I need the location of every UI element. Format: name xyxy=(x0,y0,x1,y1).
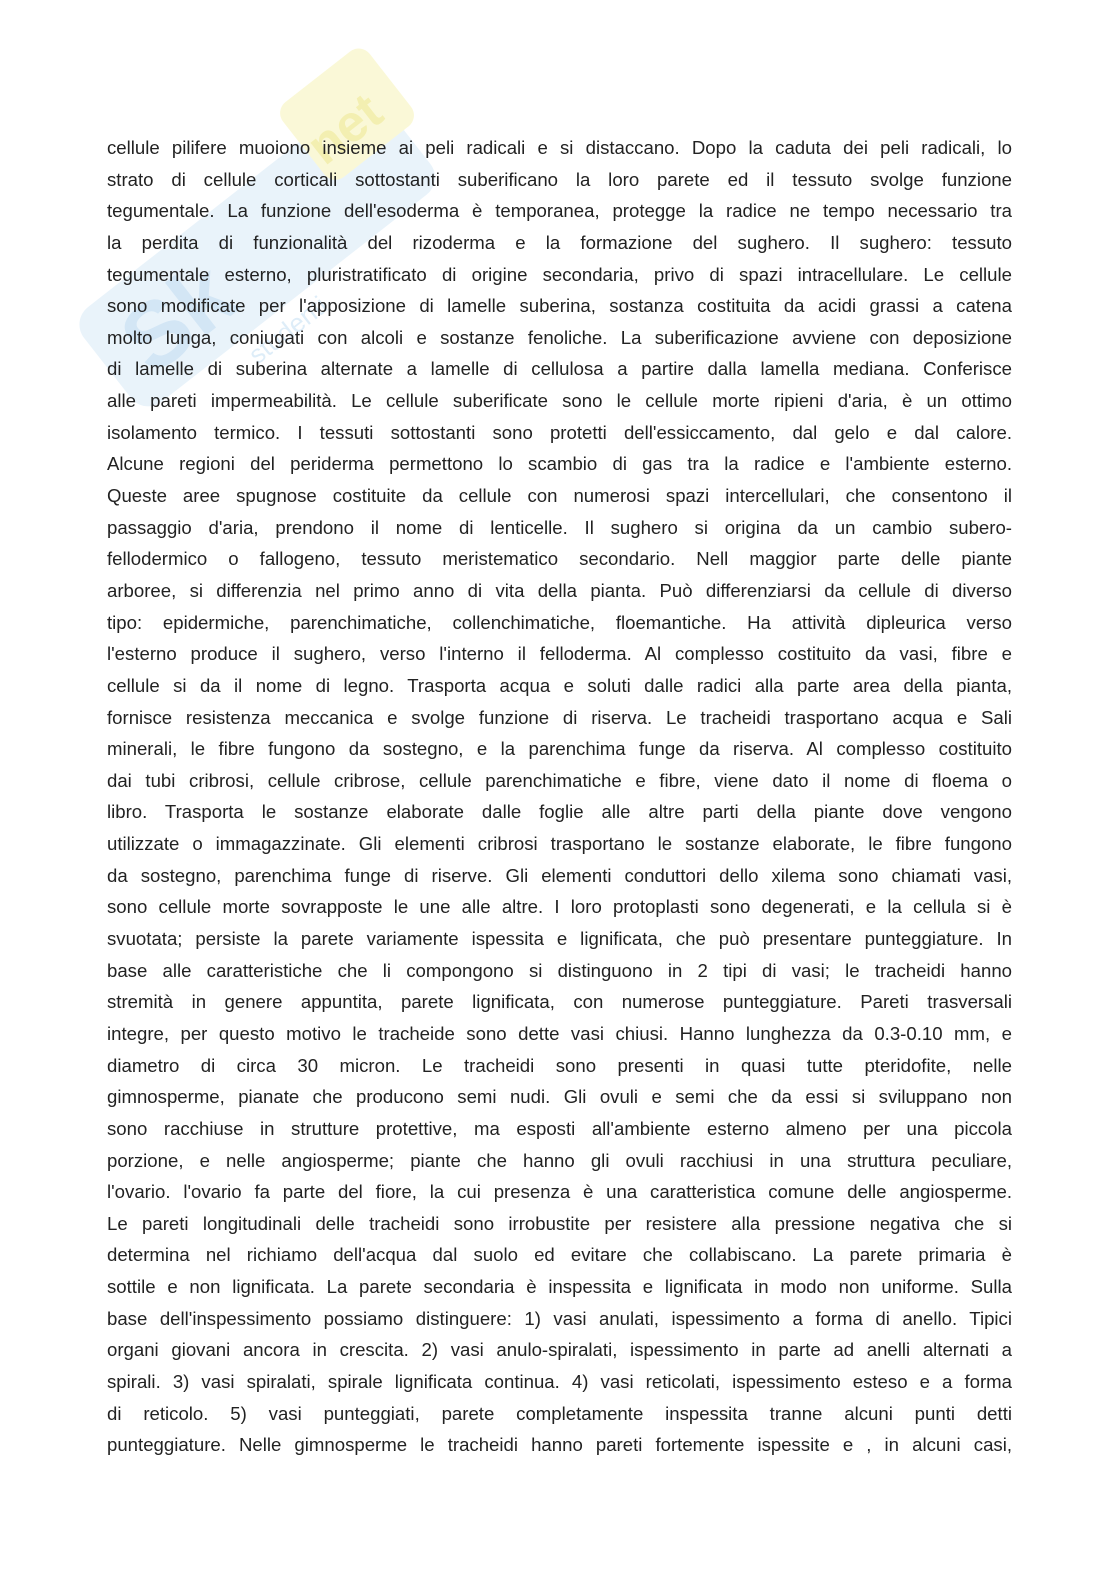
text-line: utilizzate o immagazzinate. Gli elementi cribrosi trasportano le sostanze elaborate, le fibre fungono xyxy=(107,833,1012,855)
text-line: fornisce resistenza meccanica e svolge funzione di riserva. Le tracheidi trasportano acqua e Sali xyxy=(107,706,1012,728)
text-line: spirali. 3) vasi spiralati, spirale lignificata continua. 4) vasi reticolati, ispessimento esteso e a forma xyxy=(107,1370,1012,1392)
text-line: da sostegno, parenchima funge di riserve. Gli elementi conduttori dello xilema sono chiamati vasi, xyxy=(107,864,1012,886)
text-line: base alle caratteristiche che li compongono si distinguono in 2 tipi di vasi; le tracheidi hanno xyxy=(107,959,1012,981)
text-line: minerali, le fibre fungono da sostegno, e la parenchima funge da riserva. Al complesso costituito xyxy=(107,738,1012,760)
svg-text:studenti: studenti xyxy=(242,289,333,370)
text-line: organi giovani ancora in crescita. 2) vasi anulo-spiralati, ispessimento in parte ad anelli alternati a xyxy=(107,1339,1012,1361)
text-line: alle pareti impermeabilità. Le cellule suberificate sono le cellule morte ripieni d'aria, è un ottimo xyxy=(107,390,1012,412)
text-line: porzione, e nelle angiosperme; piante che hanno gli ovuli racchiusi in una struttura peculiare, xyxy=(107,1149,1012,1171)
text-line: di lamelle di suberina alternate a lamelle di cellulosa a partire dalla lamella mediana. Conferisce xyxy=(107,358,1012,380)
text-line: punteggiature. Nelle gimnosperme le tracheidi hanno pareti fortemente ispessite e , in alcuni casi, xyxy=(107,1434,1012,1456)
text-line: Alcune regioni del periderma permettono lo scambio di gas tra la radice e l'ambiente esterno. xyxy=(107,453,1012,475)
text-line: sono modificate per l'apposizione di lamelle suberina, sostanza costituita da acidi grassi a catena xyxy=(107,295,1012,317)
text-line: cellule pilifere muoiono insieme ai peli radicali e si distaccano. Dopo la caduta dei peli radicali, lo xyxy=(107,137,1012,158)
text-line: determina nel richiamo dell'acqua dal suolo ed evitare che collabiscano. La parete primaria è xyxy=(107,1244,1012,1266)
text-line: svuotata; persiste la parete variamente ispessita e lignificata, che può presentare punteggiature. In xyxy=(107,928,1012,950)
text-line: fellodermico o fallogeno, tessuto meristematico secondario. Nell maggior parte delle piante xyxy=(107,548,1012,570)
text-line: dai tubi cribrosi, cellule cribrose, cellule parenchimatiche e fibre, viene dato il nome di floema o xyxy=(107,769,1012,791)
text-line: strato di cellule corticali sottostanti suberificano la loro parete ed il tessuto svolge funzione xyxy=(107,168,1012,190)
text-line: molto lunga, coniugati con alcoli e sostanze fenoliche. La suberificazione avviene con deposizione xyxy=(107,326,1012,348)
text-line: base dell'inspessimento possiamo distinguere: 1) vasi anulati, ispessimento a forma di anello. Tipici xyxy=(107,1307,1012,1329)
text-line: tegumentale. La funzione dell'esoderma è temporanea, protegge la radice ne tempo necessario tra xyxy=(107,200,1012,222)
svg-text:net: net xyxy=(296,82,394,177)
text-line: l'esterno produce il sughero, verso l'interno il felloderma. Al complesso costituito da vasi, fibre e xyxy=(107,643,1012,665)
text-line: isolamento termico. I tessuti sottostanti sono protetti dell'essiccamento, dal gelo e dal calore. xyxy=(107,421,1012,443)
text-line: arboree, si differenzia nel primo anno di vita della pianta. Può differenziarsi da cellule di diverso xyxy=(107,579,1012,601)
text-line: tegumentale esterno, pluristratificato di origine secondaria, privo di spazi intracellulare. Le cellule xyxy=(107,263,1012,285)
body-text xyxy=(107,132,1012,1461)
text-line: passaggio d'aria, prendono il nome di lenticelle. Il sughero si origina da un cambio subero- xyxy=(107,516,1012,538)
text-line: tipo: epidermiche, parenchimatiche, collenchimatiche, floemantiche. Ha attività dipleurica verso xyxy=(107,611,1012,633)
text-line: diametro di circa 30 micron. Le tracheidi sono presenti in quasi tutte pteridofite, nelle xyxy=(107,1054,1012,1076)
svg-text:Sk: Sk xyxy=(102,243,254,393)
text-line: di reticolo. 5) vasi punteggiati, parete completamente inspessita tranne alcuni punti detti xyxy=(107,1402,1012,1424)
text-line: cellule si da il nome di legno. Trasporta acqua e soluti dalle radici alla parte area della pianta, xyxy=(107,674,1012,696)
text-line: Le pareti longitudinali delle tracheidi sono irrobustite per resistere alla pressione negativa che si xyxy=(107,1212,1012,1234)
text-line: sono cellule morte sovrapposte le une alle altre. I loro protoplasti sono degenerati, e la cellula si è xyxy=(107,896,1012,918)
text-line: gimnosperme, pianate che producono semi nudi. Gli ovuli e semi che da essi si sviluppano non xyxy=(107,1086,1012,1108)
text-line: sottile e non lignificata. La parete secondaria è inspessita e lignificata in modo non uniforme. Sulla xyxy=(107,1276,1012,1298)
text-line: stremità in genere appuntita, parete lignificata, con numerose punteggiature. Pareti trasversali xyxy=(107,991,1012,1013)
text-line: integre, per questo motivo le tracheide sono dette vasi chiusi. Hanno lunghezza da 0.3-0.10 mm, e xyxy=(107,1022,1012,1044)
text-line: la perdita di funzionalità del rizoderma e la formazione del sughero. Il sughero: tessuto xyxy=(107,231,1012,253)
text-line: Queste aree spugnose costituite da cellule con numerosi spazi intercellulari, che consentono il xyxy=(107,485,1012,507)
text-line: libro. Trasporta le sostanze elaborate dalle foglie alle altre parti della piante dove vengono xyxy=(107,801,1012,823)
text-line: l'ovario. l'ovario fa parte del fiore, la cui presenza è una caratteristica comune delle angiosperme. xyxy=(107,1181,1012,1203)
text-line: sono racchiuse in strutture protettive, ma esposti all'ambiente esterno almeno per una piccola xyxy=(107,1117,1012,1139)
